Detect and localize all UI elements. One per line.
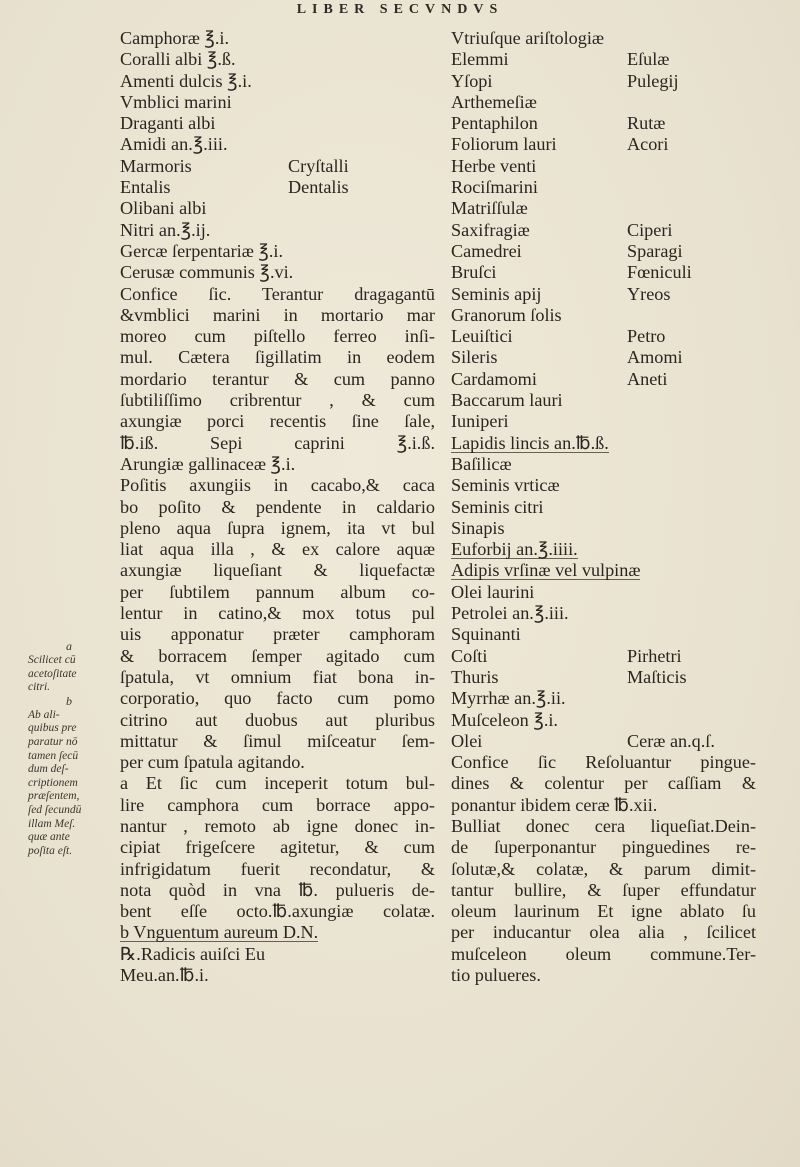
marginal-notes: [28, 640, 118, 858]
body-text: lentur in catino,& mox totus pul: [120, 603, 435, 624]
ingredient-name: Elemmi: [451, 49, 509, 70]
text-line: [451, 198, 756, 219]
ingredient-name: Sparagi: [627, 240, 683, 261]
text-line: [451, 305, 756, 326]
body-text: lire camphora cum borrace appo-: [120, 794, 435, 815]
body-text: per inducantur olea alia , ſcilicet: [451, 922, 756, 943]
text-line: [451, 710, 756, 731]
ingredient-name: Matriſſulæ: [451, 198, 528, 219]
body-text: Confice ſic Reſoluantur pingue-: [451, 752, 756, 773]
text-line: [120, 262, 435, 283]
text-line: [451, 49, 756, 70]
text-line: [120, 816, 435, 837]
text-line: [451, 177, 756, 198]
ingredient-name: Amomi: [627, 347, 683, 368]
text-line: [120, 347, 435, 368]
text-line: [451, 965, 756, 986]
ingredient-name: Marmoris: [120, 155, 192, 176]
text-line: [120, 688, 435, 709]
body-text: mittatur & ſimul miſceatur ſem-: [120, 730, 435, 751]
margin-note-line: tamen ſecū: [28, 749, 79, 762]
text-line: [120, 220, 435, 241]
body-text: tantur bullire, & ſuper effundatur: [451, 879, 756, 900]
ingredient-name: Olibani albi: [120, 198, 207, 219]
body-text: ℔.iß. Sepi caprini ℥.i.ß.: [120, 432, 435, 453]
body-text: & borracem ſemper agitado cum: [120, 645, 435, 666]
body-text: ſpatula, vt omnium fiat bona in-: [120, 666, 435, 687]
body-text: de ſuperponantur pinguedines re-: [451, 837, 756, 858]
margin-note-line: dum deſ-: [28, 763, 69, 776]
text-line: [120, 369, 435, 390]
text-line: [451, 497, 756, 518]
ingredient-name: Bruſci: [451, 262, 497, 283]
ingredient-name: Olei laurini: [451, 581, 535, 602]
ingredient-name: Granorum ſolis: [451, 304, 562, 325]
ingredient-name: Iuniperi: [451, 411, 509, 432]
text-line: [120, 646, 435, 667]
ingredient-name: Cerusæ communis ℥.vi.: [120, 262, 294, 283]
text-line: [120, 475, 435, 496]
text-line: [451, 71, 756, 92]
text-line: [120, 901, 435, 922]
ingredient-name: Meu.an.℔.i.: [120, 965, 209, 986]
text-line: [451, 390, 756, 411]
text-line: [120, 28, 435, 49]
ingredient-name: Rutæ: [627, 113, 666, 134]
ingredient-name: Foliorum lauri: [451, 134, 557, 155]
text-line: [451, 624, 756, 645]
text-line: [120, 284, 435, 305]
ingredient-name: Nitri an.℥.ij.: [120, 219, 211, 240]
ingredient-name: Vmblici marini: [120, 91, 232, 112]
margin-note-a: [28, 654, 118, 695]
margin-note-line: illam Meſ.: [28, 817, 76, 830]
text-line: [120, 539, 435, 560]
text-line: [451, 944, 756, 965]
ingredient-name: Cryſtalli: [288, 155, 349, 176]
text-line: [120, 880, 435, 901]
body-text: ponantur ibidem ceræ ℔.xii.: [451, 794, 658, 815]
body-text: &vmblici marini in mortario mar: [120, 304, 435, 325]
running-head: LIBER SECVNDVS: [296, 2, 504, 17]
text-line: [451, 369, 756, 390]
ingredient-name: Olei: [451, 730, 483, 751]
ingredient-name: Myrrhæ an.℥.ii.: [451, 688, 566, 709]
text-line: [451, 518, 756, 539]
text-line: [120, 198, 435, 219]
ingredient-name: Fœniculi: [627, 262, 692, 283]
ingredient-name: Amenti dulcis ℥.i.: [120, 70, 252, 91]
margin-note-line: quibus pre: [28, 722, 77, 735]
ingredient-name: Euforbij an.℥.iiii.: [451, 539, 578, 560]
body-text: citrino aut duobus aut pluribus: [120, 709, 435, 730]
left-column: [120, 28, 435, 986]
text-line: [451, 92, 756, 113]
margin-note-line: quæ ante: [28, 831, 70, 844]
margin-note-letter-b: b: [66, 693, 72, 708]
body-text: mul. Cætera ſigillatim in eodem: [120, 347, 435, 368]
body-text: Poſitis axungiis in cacabo,& caca: [120, 475, 435, 496]
text-line: [120, 156, 435, 177]
text-line: [451, 688, 756, 709]
ingredient-name: Rociſmarini: [451, 177, 538, 198]
body-text: ſubtiliſſimo cribrentur , & cum: [120, 390, 435, 411]
body-text: per cum ſpatula agitando.: [120, 752, 305, 773]
ingredient-name: Petrolei an.℥.iii.: [451, 603, 569, 624]
text-line: [451, 539, 756, 560]
body-text: axungiæ liqueſiant & liquefactæ: [120, 560, 435, 581]
text-line: [120, 752, 435, 773]
text-line: [120, 603, 435, 624]
text-line: [120, 965, 435, 986]
ingredient-name: Pentaphilon: [451, 113, 538, 134]
ingredient-name: Amidi an.℥.iii.: [120, 134, 228, 155]
ingredient-name: Pulegij: [627, 70, 679, 91]
text-line: [451, 326, 756, 347]
text-line: [120, 944, 435, 965]
body-text: a Et ſic cum inceperit totum bul-: [120, 773, 435, 794]
text-line: [120, 411, 435, 432]
ingredient-name: Maſticis: [627, 666, 687, 687]
text-line: [451, 646, 756, 667]
text-line: [120, 922, 435, 943]
text-line: [451, 816, 756, 837]
text-line: [120, 49, 435, 70]
body-text: nantur , remoto ab igne donec in-: [120, 815, 435, 836]
text-line: [451, 837, 756, 858]
text-line: [451, 241, 756, 262]
body-text: bent eſſe octo.℔.axungiæ colatæ.: [120, 901, 435, 922]
text-line: [451, 28, 756, 49]
ingredient-name: Adipis vrſinæ vel vulpinæ: [451, 560, 641, 581]
ingredient-name: Draganti albi: [120, 113, 216, 134]
text-line: [451, 347, 756, 368]
body-text: moreo cum piſtello ferreo inſi-: [120, 326, 435, 347]
text-line: [120, 241, 435, 262]
text-line: [120, 497, 435, 518]
ingredient-name: Gercæ ſerpentariæ ℥.i.: [120, 240, 284, 261]
ingredient-name: Lapidis lincis an.℔.ß.: [451, 432, 609, 453]
text-line: [451, 901, 756, 922]
ingredient-name: Coſti: [451, 645, 488, 666]
text-line: [451, 880, 756, 901]
ingredient-name: Camedrei: [451, 240, 522, 261]
text-line: [451, 731, 756, 752]
margin-note-line: paratur nō: [28, 735, 78, 748]
body-text: liat aqua illa , & ex calore aquæ: [120, 539, 435, 560]
ingredient-name: Squinanti: [451, 624, 521, 645]
right-column: [451, 28, 756, 986]
text-line: [451, 156, 756, 177]
body-text: cipiat frigeſcere agitetur, & cum: [120, 837, 435, 858]
margin-note-letter-a: a: [66, 639, 72, 653]
ingredient-name: Sileris: [451, 347, 498, 368]
text-line: [120, 582, 435, 603]
ingredient-name: Coralli albi ℥.ß.: [120, 49, 236, 70]
ingredient-name: Vtriuſque ariſtologiæ: [451, 28, 605, 48]
margin-note-line: poſita eſt.: [28, 844, 73, 857]
ingredient-name: Acori: [627, 134, 669, 155]
margin-note-b: [28, 709, 118, 859]
text-line: [451, 582, 756, 603]
text-line: [451, 134, 756, 155]
ingredient-name: Leuiſtici: [451, 326, 513, 347]
body-text: tio pulueres.: [451, 965, 541, 986]
body-text: corporatio, quo facto cum pomo: [120, 688, 435, 709]
text-line: [451, 922, 756, 943]
margin-note-line: præſentem,: [28, 790, 80, 803]
margin-note-line: Ab ali-: [28, 708, 60, 721]
text-line: [120, 433, 435, 454]
text-line: [451, 220, 756, 241]
text-line: [120, 667, 435, 688]
ingredient-name: Seminis citri: [451, 496, 544, 517]
text-line: [120, 773, 435, 794]
text-line: [451, 795, 756, 816]
ingredient-name: ℞.Radicis auiſci Eu: [120, 943, 266, 964]
body-text: pleno aqua ſupra ignem, ita vt bul: [120, 517, 435, 538]
ingredient-name: Entalis: [120, 177, 171, 198]
ingredient-name: Yreos: [627, 283, 671, 304]
body-text: ſolutæ,& colatæ, & parum dimit-: [451, 858, 756, 879]
ingredient-name: Seminis vrticæ: [451, 475, 560, 496]
ingredient-name: Seminis apij: [451, 283, 542, 304]
text-line: [120, 305, 435, 326]
body-text: per ſubtilem pannum album co-: [120, 581, 435, 602]
ingredient-name: Saxifragiæ: [451, 219, 530, 240]
body-text: oleum laurinum Et igne ablato ſu: [451, 901, 756, 922]
margin-note-line: Scilicet cū: [28, 654, 76, 666]
body-text: bo poſito & pendente in caldario: [120, 496, 435, 517]
text-line: [120, 454, 435, 475]
text-line: [120, 859, 435, 880]
text-line: [120, 837, 435, 858]
ingredient-name: b Vnguentum aureum D.N.: [120, 922, 319, 943]
text-line: [451, 603, 756, 624]
ingredient-name: Yſopi: [451, 70, 493, 91]
ingredient-name: Petro: [627, 326, 666, 347]
body-text: Arungiæ gallinaceæ ℥.i.: [120, 453, 296, 474]
ingredient-name: Baccarum lauri: [451, 390, 563, 411]
ingredient-name: Camphoræ ℥.i.: [120, 28, 230, 48]
ingredient-name: Thuris: [451, 666, 499, 687]
margin-note-line: criptionem: [28, 776, 78, 789]
text-line: [451, 113, 756, 134]
body-text: dines & colentur per caſſiam &: [451, 773, 756, 794]
text-line: [451, 433, 756, 454]
body-text: axungiæ porci recentis ſine ſale,: [120, 411, 435, 432]
text-line: [120, 113, 435, 134]
ingredient-name: Muſceleon ℥.i.: [451, 709, 558, 730]
text-line: [451, 475, 756, 496]
body-text: mordario terantur & cum panno: [120, 368, 435, 389]
ingredient-name: Ciperi: [627, 219, 673, 240]
body-text: uis apponatur præter camphoram: [120, 624, 435, 645]
ingredient-name: Aneti: [627, 368, 668, 389]
ingredient-name: Dentalis: [288, 177, 349, 198]
body-text: muſceleon oleum commune.Ter-: [451, 943, 756, 964]
text-line: [120, 560, 435, 581]
text-line: [120, 326, 435, 347]
text-line: [451, 284, 756, 305]
text-line: [451, 560, 756, 581]
text-line: [451, 667, 756, 688]
body-text: infrigidatum fuerit recondatur, &: [120, 858, 435, 879]
text-line: [451, 454, 756, 475]
body-text: nota quòd in vna ℔. pulueris de-: [120, 879, 435, 900]
margin-note-line: acetoſitate: [28, 667, 77, 680]
ingredient-name: Ceræ an.q.ſ.: [627, 730, 715, 751]
text-line: [120, 92, 435, 113]
text-line: [120, 177, 435, 198]
text-line: [451, 411, 756, 432]
ingredient-name: Eſulæ: [627, 49, 670, 70]
ingredient-name: Arthemeſiæ: [451, 91, 537, 112]
text-line: [120, 731, 435, 752]
text-line: [451, 752, 756, 773]
text-line: [120, 795, 435, 816]
text-line: [120, 624, 435, 645]
ingredient-name: Herbe venti: [451, 155, 537, 176]
ingredient-name: Pirhetri: [627, 645, 682, 666]
margin-note-line: citri.: [28, 681, 51, 694]
text-line: [451, 262, 756, 283]
ingredient-name: Cardamomi: [451, 368, 537, 389]
text-line: [451, 859, 756, 880]
text-line: [120, 518, 435, 539]
body-text: Bulliat donec cera liqueſiat.Dein-: [451, 815, 756, 836]
text-line: [120, 390, 435, 411]
body-text: Confice ſic. Terantur dragagantū: [120, 283, 435, 304]
text-line: [120, 710, 435, 731]
ingredient-name: Baſilicæ: [451, 453, 512, 474]
text-line: [120, 71, 435, 92]
text-line: [120, 134, 435, 155]
ingredient-name: Sinapis: [451, 517, 505, 538]
margin-note-line: ſed ſecundū: [28, 803, 82, 816]
text-line: [451, 773, 756, 794]
